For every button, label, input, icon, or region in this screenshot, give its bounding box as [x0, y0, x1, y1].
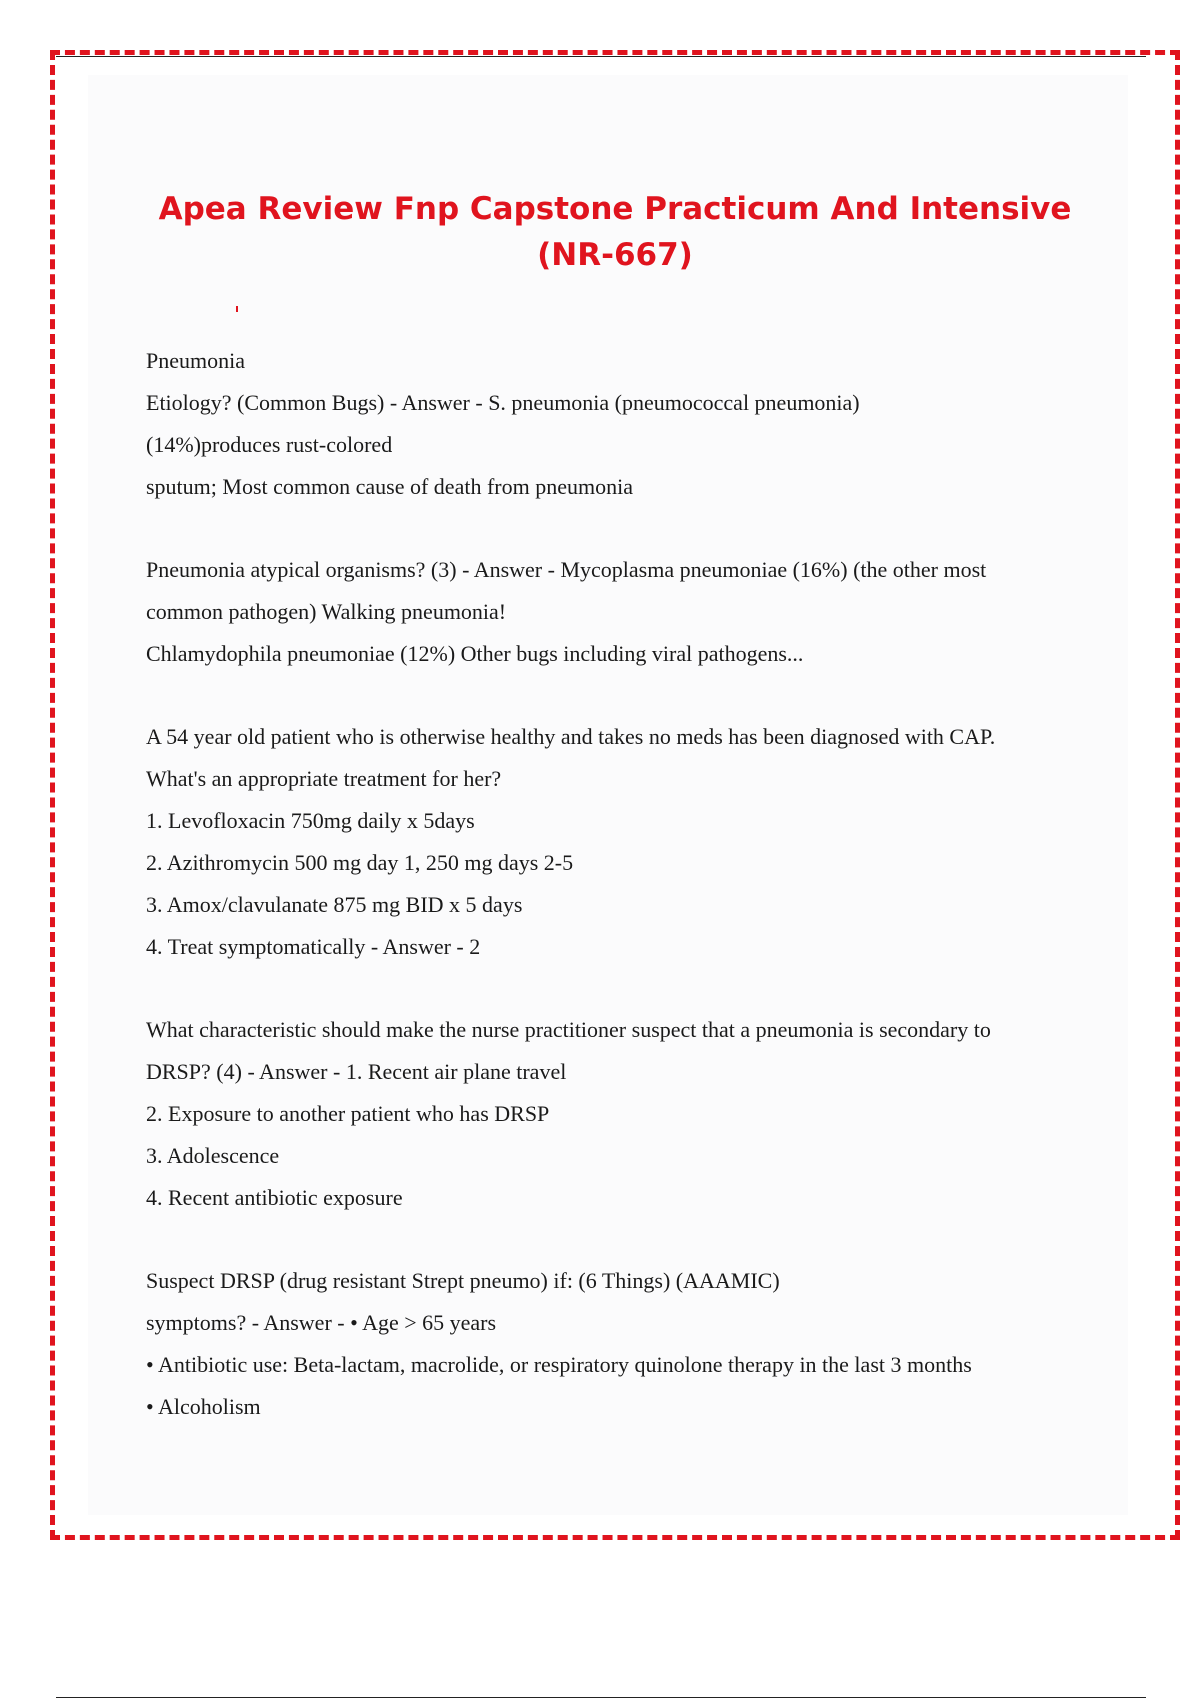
text-line: 3. Amox/clavulanate 875 mg BID x 5 days — [146, 892, 523, 917]
text-line: A 54 year old patient who is otherwise healthy and takes no meds has been diagnosed with CAP. — [146, 724, 996, 749]
text-line: Etiology? (Common Bugs) - Answer - S. pneumonia (pneumococcal pneumonia) — [146, 390, 860, 415]
text-line: symptoms? - Answer - • Age > 65 years — [146, 1310, 497, 1335]
document-title: Apea Review Fnp Capstone Practicum And Intensive (NR-667) — [158, 191, 1072, 273]
text-line: Pneumonia atypical organisms? (3) - Answer - Mycoplasma pneumoniae (16%) (the other most — [146, 557, 987, 582]
text-line: • Alcoholism — [146, 1394, 261, 1419]
text-line: 2. Azithromycin 500 mg day 1, 250 mg days 2-5 — [146, 850, 574, 875]
document-body — [146, 340, 1096, 1428]
text-line: What characteristic should make the nurse practitioner suspect that a pneumonia is secondary to — [146, 1017, 991, 1042]
bottom-rule — [56, 1697, 1146, 1698]
text-line: 4. Treat symptomatically - Answer - 2 — [146, 934, 481, 959]
decorative-mark — [236, 306, 238, 312]
text-line: 2. Exposure to another patient who has DRSP — [146, 1101, 550, 1126]
qa-block-drsp-characteristic — [146, 1009, 1096, 1219]
qa-block-pneumonia-etiology — [146, 340, 1096, 508]
text-line: • Antibiotic use: Beta-lactam, macrolide, or respiratory quinolone therapy in the last 3 months — [146, 1352, 972, 1377]
text-line: What's an appropriate treatment for her? — [146, 766, 502, 791]
text-line: 3. Adolescence — [146, 1143, 280, 1168]
qa-block-cap-treatment — [146, 716, 1096, 968]
text-line: Pneumonia — [146, 348, 245, 373]
text-line: 1. Levofloxacin 750mg daily x 5days — [146, 808, 475, 833]
text-line: Chlamydophila pneumoniae (12%) Other bugs including viral pathogens... — [146, 641, 804, 666]
qa-block-drsp-suspect — [146, 1260, 1096, 1428]
text-line: DRSP? (4) - Answer - 1. Recent air plane travel — [146, 1059, 567, 1084]
text-line: sputum; Most common cause of death from pneumonia — [146, 474, 633, 499]
qa-block-atypical-organisms — [146, 549, 1096, 675]
text-line: 4. Recent antibiotic exposure — [146, 1185, 403, 1210]
text-line: (14%)produces rust-colored — [146, 432, 393, 457]
text-line: common pathogen) Walking pneumonia! — [146, 599, 507, 624]
text-line: Suspect DRSP (drug resistant Strept pneumo) if: (6 Things) (AAAMIC) — [146, 1268, 780, 1293]
